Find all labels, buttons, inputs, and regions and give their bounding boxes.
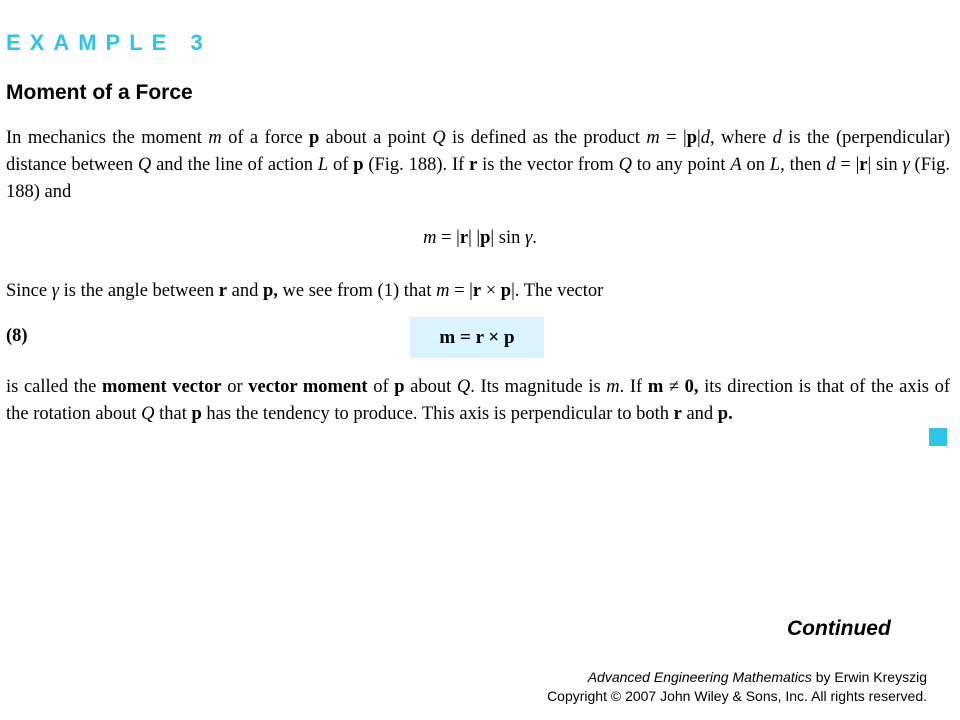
- vec-p: p: [353, 155, 364, 175]
- var-Q: Q: [141, 404, 155, 424]
- text: has the tendency to produce. This axis is perpendicular to both: [201, 404, 674, 424]
- text: is defined as the product: [445, 128, 647, 148]
- vec-p: p,: [262, 281, 278, 301]
- text: or: [221, 377, 249, 397]
- var-L: L: [317, 155, 329, 175]
- paragraph-cross-product: [6, 278, 950, 305]
- text: its direction is that of the axis of the rotation about: [6, 377, 950, 424]
- var-gamma: γ: [902, 155, 910, 175]
- var-m: m: [423, 228, 437, 248]
- text: |. The vector: [511, 281, 604, 301]
- text: , where: [709, 128, 773, 148]
- continued-label: Continued: [787, 617, 891, 640]
- text: = |: [436, 228, 460, 248]
- book-title: Advanced Engineering Mathematics: [587, 669, 812, 685]
- vec-r: r: [218, 281, 228, 301]
- text: Since: [6, 281, 52, 301]
- var-gamma: γ: [51, 281, 60, 301]
- var-gamma: γ: [524, 228, 533, 248]
- text: and the line of action: [151, 155, 318, 175]
- text: is the angle between: [59, 281, 219, 301]
- equation-moment-vector: [410, 317, 544, 358]
- paragraph-definition: [6, 125, 950, 206]
- paragraph-moment-vector: [6, 374, 950, 428]
- vec-p: p: [480, 228, 491, 248]
- text: to any point: [631, 155, 731, 175]
- text: on: [741, 155, 770, 175]
- text: ×: [481, 281, 501, 301]
- vec-r: r: [859, 155, 868, 175]
- var-m: m: [436, 281, 450, 301]
- text: = |: [449, 281, 473, 301]
- vec-p: p: [394, 377, 405, 397]
- var-Q: Q: [456, 377, 471, 397]
- var-m: m: [208, 128, 222, 148]
- var-m: m: [646, 128, 660, 148]
- var-m: m: [606, 377, 620, 397]
- copyright-text: Copyright © 2007 John Wiley & Sons, Inc. All rights reserved.: [547, 688, 927, 704]
- text: and: [227, 281, 263, 301]
- vec-p: p: [191, 404, 202, 424]
- text: | sin: [490, 228, 525, 248]
- var-Q: Q: [137, 155, 152, 175]
- text: , then: [780, 155, 827, 175]
- var-Q: Q: [618, 155, 632, 175]
- var-A: A: [730, 155, 742, 175]
- text: | sin: [867, 155, 903, 175]
- vec-m: m: [647, 377, 664, 397]
- var-d: d: [700, 128, 710, 148]
- vec-r: r: [469, 155, 478, 175]
- example-heading: EXAMPLE 3: [6, 30, 212, 55]
- text: about: [404, 377, 457, 397]
- text: (Fig. 188) and: [6, 155, 951, 202]
- end-of-example-marker: [929, 428, 947, 446]
- vec-zero: 0,: [684, 377, 699, 397]
- footer-book-line: [547, 668, 927, 687]
- vec-r: r: [673, 404, 682, 424]
- text: | |: [468, 228, 481, 248]
- text: |: [696, 128, 701, 148]
- vec-p: p: [308, 128, 320, 148]
- text: In mechanics the moment: [6, 128, 209, 148]
- text: about a point: [319, 128, 433, 148]
- text: that: [154, 404, 192, 424]
- text: = |: [835, 155, 860, 175]
- term-vector-moment: vector moment: [248, 377, 368, 397]
- var-Q: Q: [432, 128, 446, 148]
- text: (Fig. 188). If: [363, 155, 470, 175]
- text: we see from (1) that: [277, 281, 437, 301]
- vec-r: r: [459, 228, 469, 248]
- var-L: L: [769, 155, 781, 175]
- text: of a force: [221, 128, 309, 148]
- footer-credit: [547, 668, 927, 706]
- vec-p: p.: [717, 404, 733, 424]
- text: is called the: [6, 377, 102, 397]
- vec-r: r: [472, 281, 482, 301]
- text: of: [367, 377, 395, 397]
- text: and: [681, 404, 718, 424]
- book-author: by Erwin Kreyszig: [811, 669, 927, 685]
- text: . Its magnitude is: [470, 377, 607, 397]
- equation-number: (8): [6, 326, 28, 346]
- var-d: d: [826, 155, 836, 175]
- term-moment-vector: moment vector: [101, 377, 222, 397]
- text: ≠: [663, 377, 685, 397]
- equation-formula: m = r × p: [439, 326, 515, 348]
- text: .: [532, 228, 537, 248]
- text: is the (perpendicular) distance between: [6, 128, 951, 175]
- var-d: d: [772, 128, 782, 148]
- vec-p: p: [500, 281, 512, 301]
- text: = |: [659, 128, 687, 148]
- text: is the vector from: [477, 155, 619, 175]
- equation-moment-magnitude: [0, 228, 960, 249]
- text: . If: [619, 377, 648, 397]
- vec-p: p: [686, 128, 697, 148]
- section-title: Moment of a Force: [6, 81, 193, 104]
- text: of: [328, 155, 354, 175]
